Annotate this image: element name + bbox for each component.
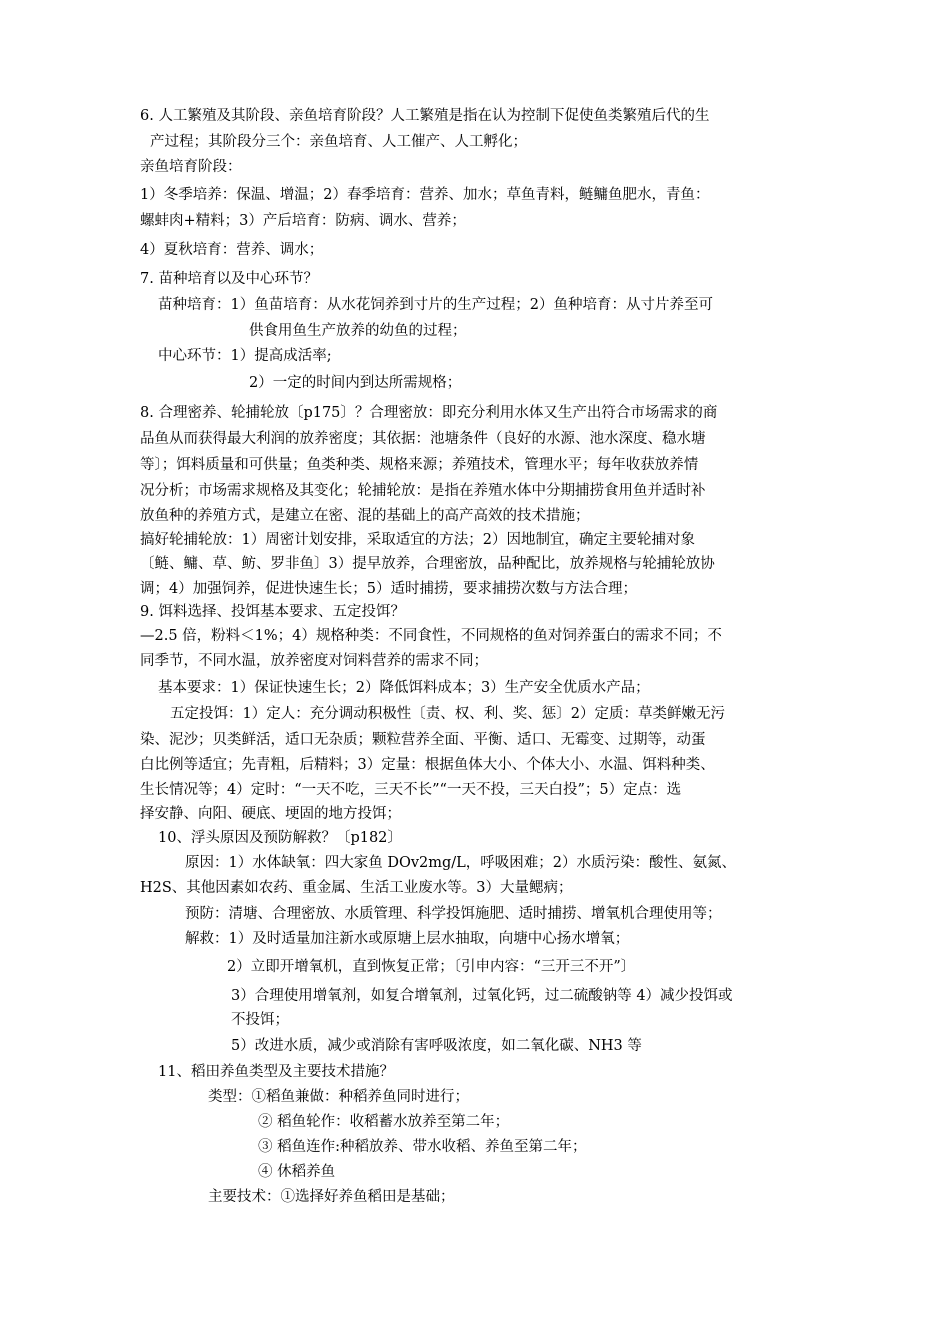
text-line: ② 稻鱼轮作：收稻蓄水放养至第二年； <box>258 1114 510 1130</box>
text-line: 7. 苗种培育以及中心环节？ <box>140 271 318 287</box>
text-line: 择安静、向阳、硬底、埂固的地方投饵； <box>140 806 401 822</box>
text-line: H2S、其他因素如农药、重金属、生活工业废水等。3）大量鳃病； <box>140 880 573 896</box>
text-line: 1）冬季培养：保温、增温；2）春季培育：营养、加水；草鱼青料，鲢鳙鱼肥水，青鱼： <box>140 187 710 203</box>
text-line: 供食用鱼生产放养的幼鱼的过程； <box>249 323 467 339</box>
text-line: 放鱼种的养殖方式，是建立在密、混的基础上的高产高效的技术措施； <box>140 508 590 524</box>
text-line: 五定投饵：1）定人：充分调动积极性〔责、权、利、奖、惩〕2）定质：草类鲜嫩无污 <box>170 706 725 722</box>
text-line: 螺蚌肉+精料；3）产后培育：防病、调水、营养； <box>140 213 466 229</box>
text-line: 同季节，不同水温，放养密度对饲料营养的需求不同； <box>140 653 488 669</box>
text-line: 亲鱼培育阶段： <box>140 159 242 175</box>
text-line: 原因：1）水体缺氧：四大家鱼 DOv2mg/L，呼吸困难；2）水质污染：酸性、氨氮、 <box>185 855 737 871</box>
text-line: 4）夏秋培育：营养、调水； <box>140 242 324 258</box>
text-line: 2）立即开增氧机，直到恢复正常；〔引申内容：“三开三不开”〕 <box>227 959 636 975</box>
text-line: 不投饵； <box>231 1012 289 1028</box>
text-line: 3）合理使用增氧剂，如复合增氧剂，过氧化钙，过二硫酸钠等 4）减少投饵或 <box>231 988 733 1004</box>
text-line: 8. 合理密养、轮捕轮放〔p175〕？合理密放：即充分利用水体又生产出符合市场需求的商 <box>140 405 718 421</box>
text-line: 解救：1）及时适量加注新水或原塘上层水抽取，向塘中心扬水增氧； <box>185 931 630 947</box>
text-line: 基本要求：1）保证快速生长；2）降低饵料成本；3）生产安全优质水产品； <box>158 680 650 696</box>
text-line: 预防：清塘、合理密放、水质管理、科学投饵施肥、适时捕捞、增氧机合理使用等； <box>185 906 722 922</box>
text-line: 等〕；饵料质量和可供量；鱼类种类、规格来源；养殖技术，管理水平；每年收获放养情 <box>140 457 699 473</box>
text-line: 白比例等适宜；先青粗，后精料；3）定量：根据鱼体大小、个体大小、水温、饵料种类、 <box>140 757 715 773</box>
text-line: 搞好轮捕轮放：1）周密计划安排，采取适宜的方法；2）因地制宜，确定主要轮捕对象 <box>140 532 695 548</box>
text-line: 11、稻田养鱼类型及主要技术措施？ <box>158 1064 394 1080</box>
text-line: 品鱼从而获得最大利润的放养密度；其依据：池塘条件（良好的水源、池水深度、稳水塘 <box>140 431 706 447</box>
text-line: 6. 人工繁殖及其阶段、亲鱼培育阶段？人工繁殖是指在认为控制下促使鱼类繁殖后代的生 <box>140 108 710 124</box>
text-line: 生长情况等；4）定时：“一天不吃，三天不长”“一天不投，三天白投”；5）定点：选 <box>140 782 682 798</box>
text-line: ④ 休稻养鱼 <box>258 1164 336 1180</box>
text-line: 类型：①稻鱼兼做：种稻养鱼同时进行； <box>208 1089 469 1105</box>
text-line: 主要技术：①选择好养鱼稻田是基础； <box>208 1189 455 1205</box>
text-line: 苗种培育：1）鱼苗培育：从水花饲养到寸片的生产过程；2）鱼种培育：从寸片养至可 <box>158 297 713 313</box>
text-line: 调；4）加强饲养，促进快速生长；5）适时捕捞，要求捕捞次数与方法合理； <box>140 581 637 597</box>
text-line: —2.5 倍，粉料＜1%；4）规格种类：不同食性，不同规格的鱼对饲养蛋白的需求不同；不 <box>140 628 722 644</box>
text-line: 10、浮头原因及预防解救？〔p182〕 <box>158 830 402 846</box>
text-line: 产过程；其阶段分三个：亲鱼培育、人工催产、人工孵化； <box>150 134 527 150</box>
text-line: 〔鲢、鳙、草、鲂、罗非鱼〕3）提早放养，合理密放，品种配比，放养规格与轮捕轮放协 <box>140 556 715 572</box>
text-line: 2）一定的时间内到达所需规格； <box>249 375 462 391</box>
text-line: 中心环节：1）提高成活率; <box>158 348 332 364</box>
text-line: 况分析；市场需求规格及其变化；轮捕轮放：是指在养殖水体中分期捕捞食用鱼并适时补 <box>140 483 706 499</box>
text-line: 5）改进水质，减少或消除有害呼吸浓度，如二氧化碳、NH3 等 <box>231 1038 642 1054</box>
text-line: 染、泥沙；贝类鲜活，适口无杂质；颗粒营养全面、平衡、适口、无霉变、过期等，动蛋 <box>140 732 706 748</box>
text-line: 9. 饵料选择、投饵基本要求、五定投饵？ <box>140 604 405 620</box>
text-line: ③ 稻鱼连作:种稻放养、带水收稻、养鱼至第二年； <box>258 1139 587 1155</box>
